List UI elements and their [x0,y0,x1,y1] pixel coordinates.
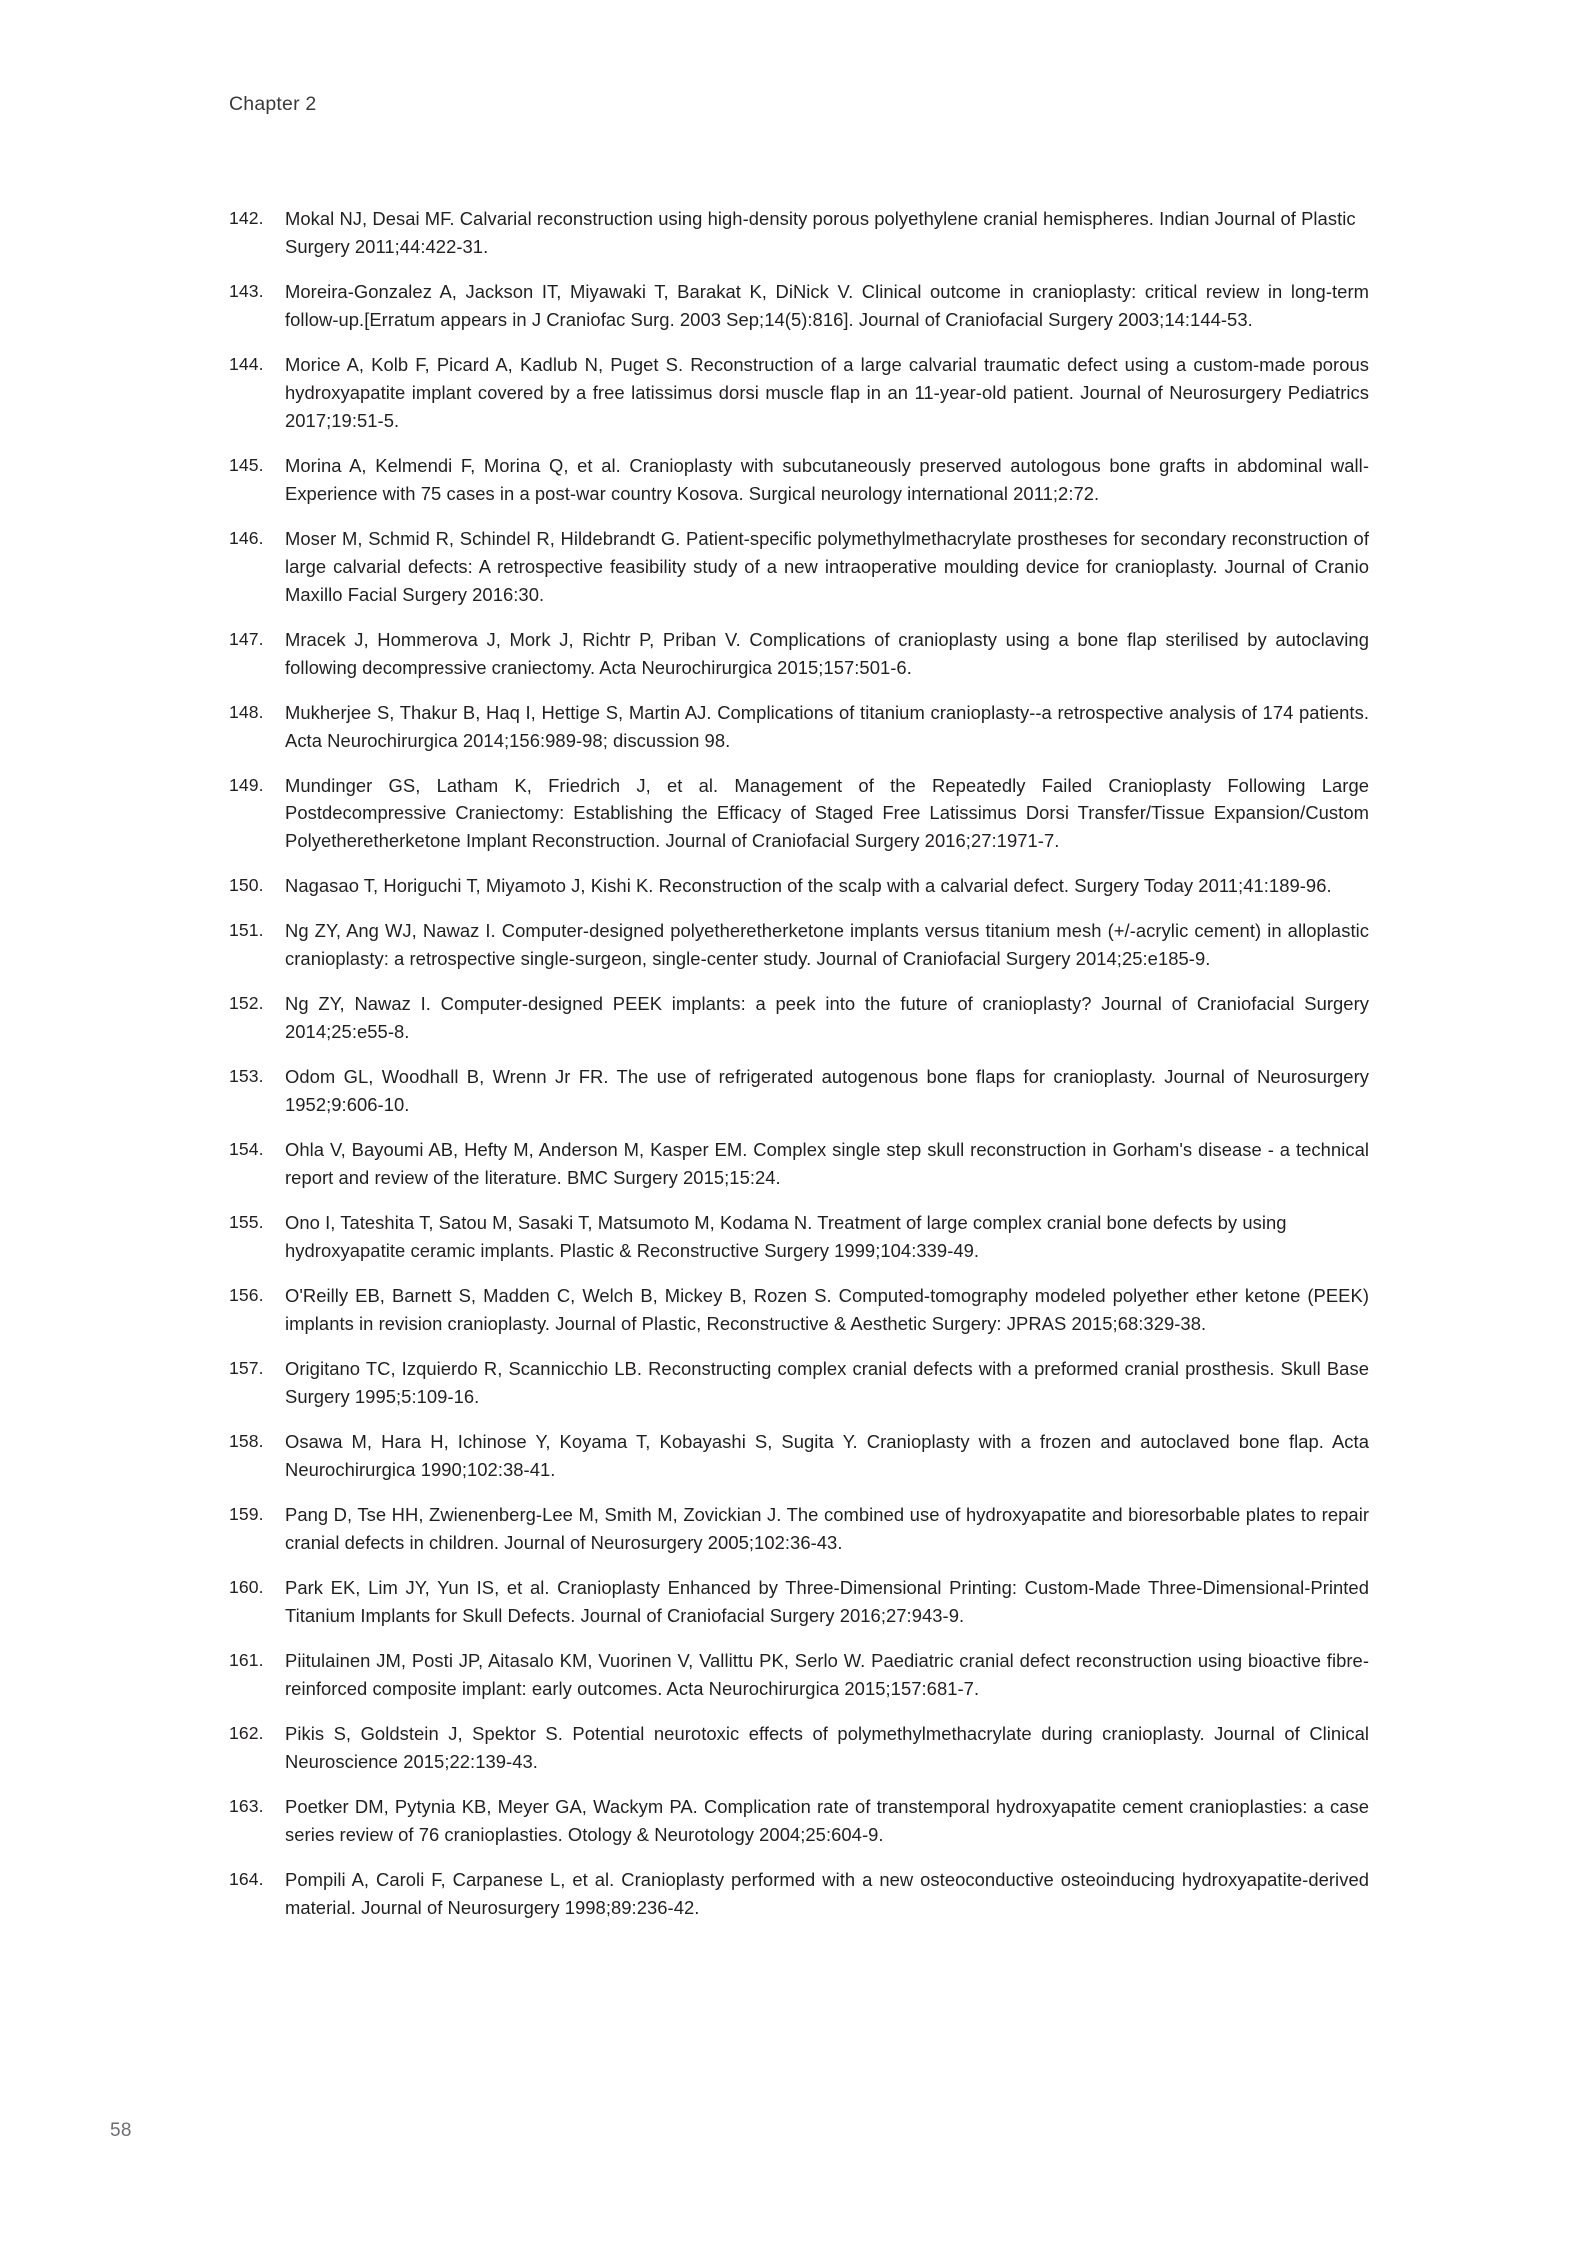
reference-text: Pikis S, Goldstein J, Spektor S. Potential neurotoxic effects of polymethylmethacrylate during cranioplasty. Journal of Clinical Neuroscience 2015;22:139-43. [285,1722,1369,1772]
reference-number: 156. [229,1285,264,1306]
reference-item [229,1793,1369,1849]
reference-item [229,917,1369,973]
reference-number: 142. [229,208,264,228]
reference-number: 159. [229,1503,264,1524]
reference-item [229,452,1369,508]
reference-number: 158. [229,1430,264,1451]
reference-number: 154. [229,1139,264,1160]
reference-number: 153. [229,1066,264,1087]
reference-text: Nagasao T, Horiguchi T, Miyamoto J, Kishi K. Reconstruction of the scalp with a calvarial defect. Surgery Today 2011;41:189-96. [285,875,1332,897]
reference-number: 150. [229,875,264,896]
reference-item [229,699,1369,755]
reference-text: Ono I, Tateshita T, Satou M, Sasaki T, Matsumoto M, Kodama N. Treatment of large complex cranial bone defects by using hydroxyapatite ceramic implants. Plastic & Reconstructive Surgery 1999;104:339-49. [285,1212,1287,1262]
reference-number: 147. [229,628,264,649]
reference-text: Pang D, Tse HH, Zwienenberg-Lee M, Smith M, Zovickian J. The combined use of hydroxyapatite and bioresorbable plates to repair cranial defects in children. Journal of Neurosurgery 2005;102:36-43. [285,1503,1369,1553]
reference-text: Mundinger GS, Latham K, Friedrich J, et al. Management of the Repeatedly Failed Cranioplasty Following Large Postdecompressive Craniectomy: Establishing the Efficacy of Staged Free Latissimus Dorsi Transfer/Tissue Expansion/Custom Polyetheretherketone Implant Reconstruction. Journal of Craniofacial Surgery 2016;27:1971-7. [285,774,1369,852]
reference-number: 152. [229,993,264,1014]
reference-item [229,1428,1369,1484]
reference-item [229,1866,1369,1922]
reference-item [229,1574,1369,1630]
page-number: 58 [110,2120,132,2141]
reference-text: Piitulainen JM, Posti JP, Aitasalo KM, Vuorinen V, Vallittu PK, Serlo W. Paediatric cranial defect reconstruction using bioactive fibre-reinforced composite implant: early outcomes. Acta Neurochirurgica 2015;157:681-7. [285,1649,1369,1699]
reference-number: 145. [229,454,264,475]
reference-list [229,205,1369,1939]
reference-text: Osawa M, Hara H, Ichinose Y, Koyama T, Kobayashi S, Sugita Y. Cranioplasty with a frozen and autoclaved bone flap. Acta Neurochirurgica 1990;102:38-41. [285,1430,1369,1480]
reference-number: 162. [229,1722,264,1743]
reference-text: Mokal NJ, Desai MF. Calvarial reconstruction using high-density porous polyethylene cranial hemispheres. Indian Journal of Plastic Surgery 2011;44:422-31. [285,208,1356,257]
chapter-header: Chapter 2 [229,93,317,115]
reference-text: Origitano TC, Izquierdo R, Scannicchio LB. Reconstructing complex cranial defects with a preformed cranial prosthesis. Skull Base Surgery 1995;5:109-16. [285,1358,1369,1407]
reference-number: 143. [229,280,264,301]
reference-item [229,1282,1369,1338]
reference-text: O'Reilly EB, Barnett S, Madden C, Welch B, Mickey B, Rozen S. Computed-tomography modeled polyether ether ketone (PEEK) implants in revision cranioplasty. Journal of Plastic, Reconstructive & Aesthetic Surgery: JPRAS 2015;68:329-38. [285,1285,1369,1335]
reference-text: Park EK, Lim JY, Yun IS, et al. Cranioplasty Enhanced by Three-Dimensional Printing: Custom-Made Three-Dimensional-Printed Titanium Implants for Skull Defects. Journal of Craniofacial Surgery 2016;27:943-9. [285,1576,1369,1626]
reference-item [229,1647,1369,1703]
reference-number: 163. [229,1795,264,1816]
reference-item [229,626,1369,682]
reference-text: Moser M, Schmid R, Schindel R, Hildebrandt G. Patient-specific polymethylmethacrylate prostheses for secondary reconstruction of large calvarial defects: A retrospective feasibility study of a new intraoperative moulding device for cranioplasty. Journal of Cranio Maxillo Facial Surgery 2016:30. [285,527,1369,605]
reference-number: 146. [229,527,264,548]
reference-number: 144. [229,353,264,374]
reference-item [229,205,1369,261]
reference-number: 148. [229,701,264,722]
reference-text: Ohla V, Bayoumi AB, Hefty M, Anderson M, Kasper EM. Complex single step skull reconstruction in Gorham's disease - a technical report and review of the literature. BMC Surgery 2015;15:24. [285,1139,1369,1189]
reference-text: Morina A, Kelmendi F, Morina Q, et al. Cranioplasty with subcutaneously preserved autologous bone grafts in abdominal wall-Experience with 75 cases in a post-war country Kosova. Surgical neurology international 2011;2:72. [285,454,1369,504]
reference-text: Pompili A, Caroli F, Carpanese L, et al. Cranioplasty performed with a new osteoconductive osteoinducing hydroxyapatite-derived material. Journal of Neurosurgery 1998;89:236-42. [285,1868,1369,1918]
reference-text: Ng ZY, Nawaz I. Computer-designed PEEK implants: a peek into the future of cranioplasty? Journal of Craniofacial Surgery 2014;25:e55-8. [285,993,1369,1043]
reference-item [229,1209,1369,1265]
reference-item [229,772,1369,856]
reference-number: 157. [229,1358,264,1378]
reference-text: Poetker DM, Pytynia KB, Meyer GA, Wackym PA. Complication rate of transtemporal hydroxyapatite cement cranioplasties: a case series review of 76 cranioplasties. Otology & Neurotology 2004;25:604-9. [285,1795,1369,1845]
reference-item [229,872,1369,900]
reference-text: Odom GL, Woodhall B, Wrenn Jr FR. The use of refrigerated autogenous bone flaps for cranioplasty. Journal of Neurosurgery 1952;9:606-10. [285,1066,1369,1116]
reference-item [229,1136,1369,1192]
reference-item [229,525,1369,609]
reference-number: 160. [229,1576,264,1597]
reference-item [229,1355,1369,1411]
reference-number: 164. [229,1868,264,1889]
reference-number: 149. [229,774,264,795]
reference-number: 155. [229,1212,264,1233]
reference-item [229,351,1369,435]
reference-item [229,1720,1369,1776]
reference-text: Ng ZY, Ang WJ, Nawaz I. Computer-designed polyetheretherketone implants versus titanium mesh (+/-acrylic cement) in alloplastic cranioplasty: a retrospective single-surgeon, single-center study. Journal of Craniofacial Surgery 2014;25:e185-9. [285,920,1369,970]
reference-item [229,278,1369,334]
reference-text: Moreira-Gonzalez A, Jackson IT, Miyawaki T, Barakat K, DiNick V. Clinical outcome in cranioplasty: critical review in long-term follow-up.[Erratum appears in J Craniofac Surg. 2003 Sep;14(5):816]. Journal of Craniofacial Surgery 2003;14:144-53. [285,280,1369,330]
reference-text: Mukherjee S, Thakur B, Haq I, Hettige S, Martin AJ. Complications of titanium cranioplasty--a retrospective analysis of 174 patients. Acta Neurochirurgica 2014;156:989-98; discussion 98. [285,701,1369,751]
reference-item [229,1501,1369,1557]
reference-number: 161. [229,1649,264,1670]
reference-text: Morice A, Kolb F, Picard A, Kadlub N, Puget S. Reconstruction of a large calvarial traumatic defect using a custom-made porous hydroxyapatite implant covered by a free latissimus dorsi muscle flap in an 11-year-old patient. Journal of Neurosurgery Pediatrics 2017;19:51-5. [285,353,1369,431]
reference-number: 151. [229,920,264,941]
reference-item [229,1063,1369,1119]
reference-text: Mracek J, Hommerova J, Mork J, Richtr P, Priban V. Complications of cranioplasty using a bone flap sterilised by autoclaving following decompressive craniectomy. Acta Neurochirurgica 2015;157:501-6. [285,628,1369,678]
reference-item [229,990,1369,1046]
